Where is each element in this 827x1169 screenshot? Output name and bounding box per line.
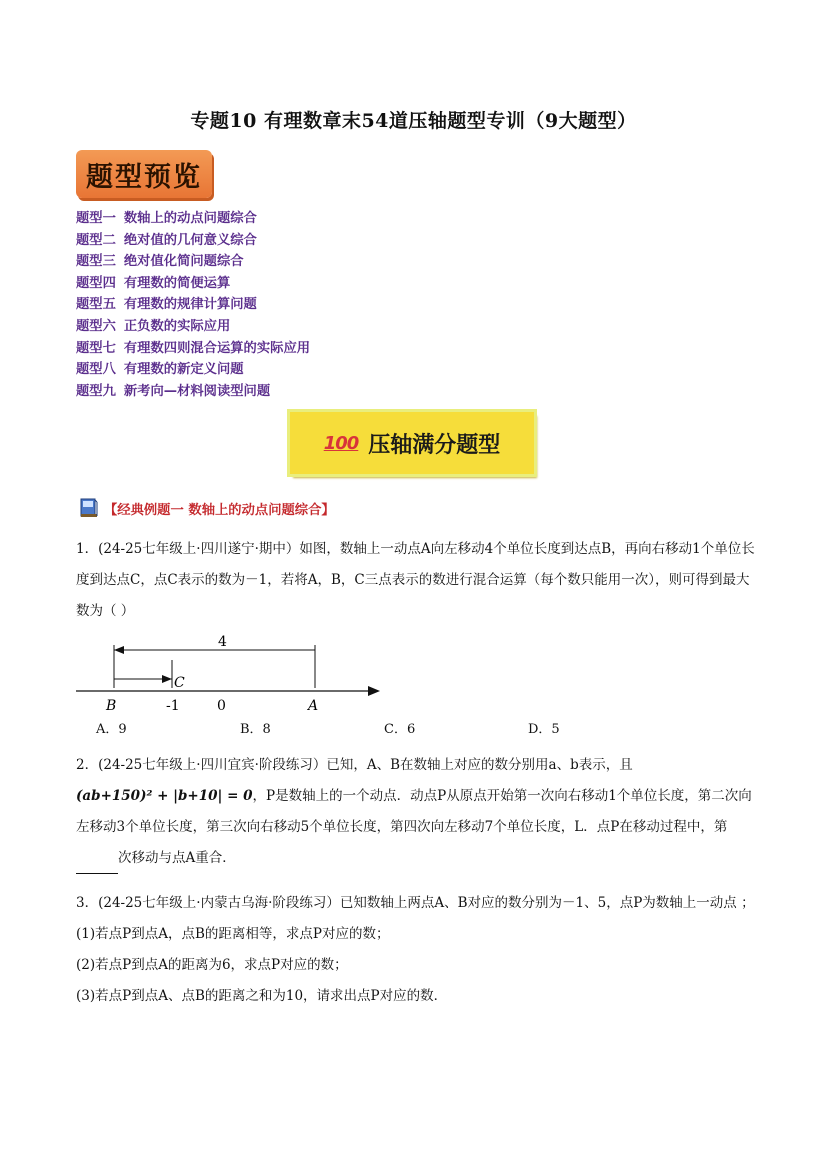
q3-part-1: (1)若点P到点A，点B的距离相等，求点P对应的数；	[76, 926, 390, 942]
q2-end: 次移动与点A重合．	[118, 850, 236, 866]
option-c[interactable]: C．6	[384, 722, 416, 737]
option-b[interactable]: B．8	[240, 722, 271, 737]
number-line-figure	[70, 630, 390, 716]
toc-item[interactable]: 题型二 绝对值的几何意义综合	[76, 232, 257, 248]
q3-part-3: (3)若点P到点A、点B的距离之和为10，请求出点P对应的数．	[76, 988, 448, 1004]
q3-intro: 3．(24-25七年级上·内蒙古乌海·阶段练习）已知数轴上两点A、B对应的数分别为－1、5，点P为数轴上一动点 ；	[76, 895, 755, 911]
preview-badge: 题型预览	[76, 150, 212, 198]
point-c-label: C	[174, 675, 185, 691]
book-icon	[78, 497, 100, 519]
toc-item[interactable]: 题型九 新考向—材料阅读型问题	[76, 383, 271, 399]
point-a-label: A	[308, 698, 319, 714]
option-d[interactable]: D．5	[528, 722, 560, 737]
toc-item[interactable]: 题型四 有理数的简便运算	[76, 275, 231, 291]
banner-label: 压轴满分题型	[368, 432, 501, 458]
toc-item[interactable]: 题型六 正负数的实际应用	[76, 318, 231, 334]
toc-item[interactable]: 题型五 有理数的规律计算问题	[76, 297, 257, 313]
question-1: 1．(24-25七年级上·四川遂宁·期中）如图，数轴上一动点A向左移动4个单位长度到达点B，再向右移动1个单位长度到达点C，点C表示的数为－1，若将A，B，C三点表示的数进行混合运算（每个数只能用一次），则可得到最大数为（ ）	[76, 541, 755, 619]
q2-formula: (ab+150)² + |b+10| = 0	[76, 788, 253, 804]
q2-body: ，P是数轴上的一个动点．动点P从原点开始第一次向右移动1个单位长度，第二次向左移动3个单位长度，第三次向右移动5个单位长度，第四次向左移动7个单位长度，L．点P在移动过程中，第	[76, 788, 752, 835]
option-a[interactable]: A．9	[96, 722, 127, 737]
toc-item[interactable]: 题型八 有理数的新定义问题	[76, 362, 244, 378]
q2-intro: 2．(24-25七年级上·四川宜宾·阶段练习）已知，A、B在数轴上对应的数分别用a、b表示，且	[76, 757, 633, 773]
distance-label: 4	[218, 634, 227, 650]
question-2	[76, 750, 756, 874]
answer-blank[interactable]	[76, 857, 118, 874]
question-3	[76, 888, 756, 1012]
toc-item[interactable]: 题型七 有理数四则混合运算的实际应用	[76, 340, 311, 356]
tick-zero: 0	[217, 698, 226, 714]
section-title: 【经典例题一 数轴上的动点问题综合】	[104, 502, 335, 518]
options-row	[96, 718, 672, 737]
section-heading	[78, 497, 335, 519]
page-title: 专题10 有理数章末54道压轴题型专训（9大题型）	[190, 110, 637, 132]
banner	[290, 412, 534, 474]
toc-item[interactable]: 题型三 绝对值化简问题综合	[76, 254, 244, 270]
toc-list	[76, 208, 310, 402]
hundred-icon: 100	[323, 432, 359, 454]
tick-minus-one: -1	[166, 698, 180, 714]
q3-part-2: (2)若点P到点A的距离为6，求点P对应的数；	[76, 957, 348, 973]
point-b-label: B	[106, 698, 117, 714]
toc-item[interactable]: 题型一 数轴上的动点问题综合	[76, 211, 257, 226]
